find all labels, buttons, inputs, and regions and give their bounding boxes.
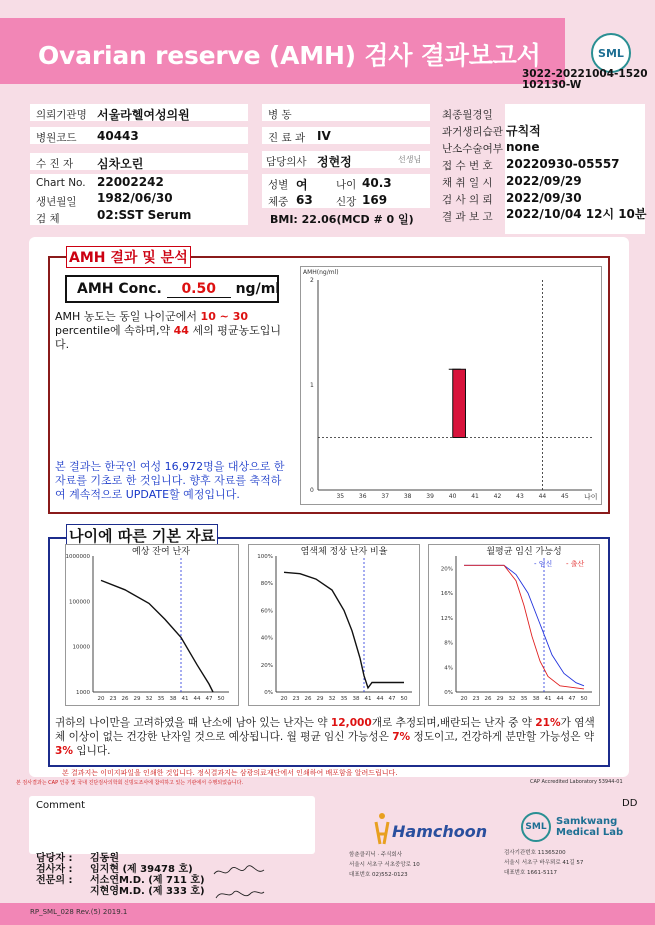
x-tick-label: 35 (340, 696, 348, 702)
x-tick-label: 47 (568, 696, 576, 702)
y-tick-label: 60% (260, 608, 273, 615)
amh-note: 본 결과는 한국인 여성 16,972명을 대상으로 한 자료를 기초로 한 것입니다. 향후 자료를 축적하여 계속적으로 UPDATE할 예정입니다. (55, 460, 285, 501)
x-tick-label: 32 (328, 696, 336, 702)
chart-label: Chart No. (36, 177, 86, 189)
x-tick-label: 26 (304, 696, 312, 702)
x-tick-label: 41 (544, 696, 552, 702)
ward-label: 병 동 (268, 109, 292, 121)
sex-label: 성별 (268, 179, 289, 191)
hospital-code-label: 병원코드 (36, 132, 77, 144)
receipt-label: 접 수 번 호 (442, 160, 493, 172)
x-tick-label: 44 (376, 696, 384, 702)
amh-conc-box: AMH Conc. 0.50 ng/ml (65, 275, 279, 303)
y-tick-label: 0% (264, 690, 273, 696)
x-tick-label: 42 (493, 493, 502, 500)
document-id: 3022-20221004-1520 102130-W (522, 68, 648, 91)
y-axis-label: AMH(ng/ml) (303, 269, 339, 276)
basic-summary: 귀하의 나이만을 고려하였을 때 난소에 남아 있는 난자는 약 12,000개로 추정되며,배란되는 난자 중 약 21%가 염색체 이상이 없는 건강한 난자일 것으로 예상됩니다. 월 평균 임신 가능성은 7% 정도이고, 건강하게 분만할 가능성은 약 3% 입니다. (55, 717, 595, 757)
y-tick-label: 16% (440, 591, 453, 598)
x-tick-label: 20 (460, 696, 468, 702)
sex: 여 (296, 178, 308, 192)
report-date: 2022/10/04 12시 10분 (506, 207, 647, 221)
y-tick-label: 1000000 (65, 554, 90, 560)
x-tick-label: 40 (448, 493, 457, 500)
hamchoon-icon (372, 812, 392, 846)
x-tick-label: 35 (157, 696, 165, 702)
staff-names: 김동원 임지현 (제 39478 호) 서소연M.D. (제 711 호) 지현영M.D. (제 333 호) (90, 853, 205, 897)
x-tick-label: 23 (472, 696, 480, 702)
y-tick-label: 4% (444, 665, 453, 672)
x-tick-label: 38 (532, 696, 540, 702)
weight-label: 체중 (268, 196, 289, 208)
x-tick-label: 38 (169, 696, 177, 702)
x-tick-label: 23 (292, 696, 300, 702)
surgery-label: 난소수술여부 (442, 143, 503, 155)
x-tick-label: 47 (388, 696, 396, 702)
x-tick-label: 44 (193, 696, 201, 702)
chart-title: 예상 잔여 난자 (132, 547, 190, 557)
x-tick-label: 37 (381, 493, 390, 500)
x-tick-label: 50 (217, 696, 225, 702)
x-tick-label: 32 (145, 696, 153, 702)
history: 규칙적 (506, 124, 541, 138)
x-tick-label: 39 (426, 493, 434, 500)
dob-label: 생년월일 (36, 196, 77, 208)
height: 169 (362, 193, 388, 207)
weight: 63 (296, 193, 313, 207)
legend-birth: - 출산 (566, 560, 585, 568)
eggs-chart (65, 544, 239, 706)
x-tick-label: 26 (121, 696, 129, 702)
hamchoon-address: 함춘클리닉 · 주식회사 서울시 서초구 서초중앙로 10 대표번호 02)552-0123 (349, 852, 420, 878)
chart-title: 월평균 임신 가능성 (486, 547, 562, 557)
x-tick-label: 45 (561, 493, 569, 500)
signatures (210, 862, 268, 904)
comment-label: Comment (36, 800, 85, 811)
x-tick-label: 43 (516, 493, 524, 500)
x-tick-label: 26 (484, 696, 492, 702)
x-tick-label: 41 (364, 696, 372, 702)
y-tick-label: 40% (260, 635, 273, 642)
disclaimer-2: 본 검사결과는 CAP 인증 및 국내 진단검사의학회 신빙도조사에 참여하고 있는 기관에서 수행되었습니다. (16, 780, 244, 786)
doctor: 정현정 (317, 155, 352, 169)
pregnancy-chart (428, 544, 600, 706)
y-tick-label: 8% (444, 640, 453, 647)
y-tick-label: 1 (310, 382, 314, 389)
amh-chart (300, 266, 602, 505)
normal-ratio-chart (248, 544, 420, 706)
specimen-label: 검 체 (36, 213, 60, 225)
x-tick-label: 44 (538, 493, 547, 500)
specimen: 02:SST Serum (97, 208, 192, 222)
dept: IV (317, 129, 331, 143)
x-tick-label: 20 (97, 696, 105, 702)
x-tick-label: 29 (133, 696, 141, 702)
bmi: BMI: 22.06(MCD # 0 일) (270, 213, 414, 226)
amh-conc-value: 0.50 (167, 281, 231, 298)
report-title: Ovarian reserve (AMH) 검사 결과보고서 (38, 41, 541, 70)
cap-label: CAP Accredited Laboratory 53944-01 (530, 779, 623, 785)
recipient-label: 수 진 자 (36, 158, 74, 170)
collect-label: 채 취 일 시 (442, 177, 493, 189)
request-date: 2022/09/30 (506, 191, 582, 205)
sml-logo: SML (591, 33, 631, 73)
doctor-suffix: 선생님 (398, 155, 422, 164)
amh-bar (453, 369, 466, 437)
staff-labels: 담당자 : 검사자 : 전문의 : (36, 853, 73, 886)
y-tick-label: 20% (260, 662, 273, 669)
amh-description: AMH 농도는 동일 나이군에서 10 ~ 30 percentile에 속하며,약 44 세의 평균농도입니다. (55, 310, 281, 351)
x-tick-label: 38 (352, 696, 360, 702)
y-tick-label: 12% (440, 615, 453, 622)
sml-footer-logo: SML (521, 812, 551, 842)
y-tick-label: 1000 (76, 690, 90, 696)
chart-no: 22002242 (97, 175, 164, 189)
x-tick-label: 35 (336, 493, 345, 500)
legend-pregnancy: - 임신 (534, 560, 553, 568)
y-tick-label: 0 (310, 487, 314, 494)
institution-label: 의뢰기관명 (36, 109, 87, 121)
y-tick-label: 0% (444, 690, 453, 696)
x-tick-label: 44 (556, 696, 564, 702)
x-tick-label: 32 (508, 696, 516, 702)
amh-section-title: AMH 결과 및 분석 (66, 246, 191, 268)
disclaimer: 본 결과지는 이미지파일을 인쇄한 것입니다. 정식결과지는 삼광의료재단에서 인쇄하여 배포함을 알려드립니다. (62, 769, 398, 777)
recipient: 심차오린 (97, 157, 144, 171)
basic-section-title: 나이에 따른 기본 자료 (66, 524, 218, 547)
surgery: none (506, 140, 540, 154)
x-tick-label: 20 (280, 696, 288, 702)
institution: 서울라헬여성의원 (97, 108, 190, 122)
chart-title: 염색체 정상 난자 비율 (300, 547, 388, 557)
hamchoon-logo: Hamchoon (372, 810, 467, 850)
x-tick-label: 23 (109, 696, 117, 702)
y-tick-label: 100000 (69, 599, 90, 606)
x-tick-label: 47 (205, 696, 213, 702)
x-tick-label: 38 (403, 493, 412, 500)
y-tick-label: 2 (310, 277, 314, 284)
receipt-no: 20220930-05557 (506, 157, 620, 171)
x-tick-label: 50 (400, 696, 408, 702)
y-tick-label: 10000 (72, 644, 90, 651)
x-tick-label: 29 (496, 696, 504, 702)
dob: 1982/06/30 (97, 191, 173, 205)
y-tick-label: 80% (260, 581, 273, 588)
x-tick-label: 35 (520, 696, 528, 702)
form-code: RP_SML_028 Rev.(5) 2019.1 (30, 908, 128, 916)
y-tick-label: 20% (440, 566, 453, 573)
age: 40.3 (362, 176, 392, 190)
collect-date: 2022/09/29 (506, 174, 582, 188)
report-label: 결 과 보 고 (442, 211, 493, 223)
sml-address: 검사기관번호 11365200 서울시 서초구 바우뫼로 41길 57 대표번호 1661-5117 (504, 850, 584, 876)
dd-label: DD (622, 798, 638, 809)
x-tick-label: 29 (316, 696, 324, 702)
x-tick-label: 36 (358, 493, 367, 500)
x-tick-label: 50 (580, 696, 588, 702)
x-tick-label: 41 (471, 493, 479, 500)
age-label: 나이 (336, 179, 357, 191)
history-label: 과거생리습관 (442, 126, 503, 138)
request-label: 검 사 의 뢰 (442, 194, 493, 206)
dept-label: 진 료 과 (268, 132, 306, 144)
y-tick-label: 100% (257, 554, 273, 560)
doctor-label: 담당의사 (266, 156, 307, 168)
x-axis-label: 나이 (584, 493, 598, 501)
x-tick-label: 41 (181, 696, 189, 702)
height-label: 신장 (336, 196, 357, 208)
sml-name: Samkwang Medical Lab (556, 816, 624, 838)
hospital-code: 40443 (97, 129, 139, 143)
lmp-label: 최종월경일 (442, 109, 493, 121)
